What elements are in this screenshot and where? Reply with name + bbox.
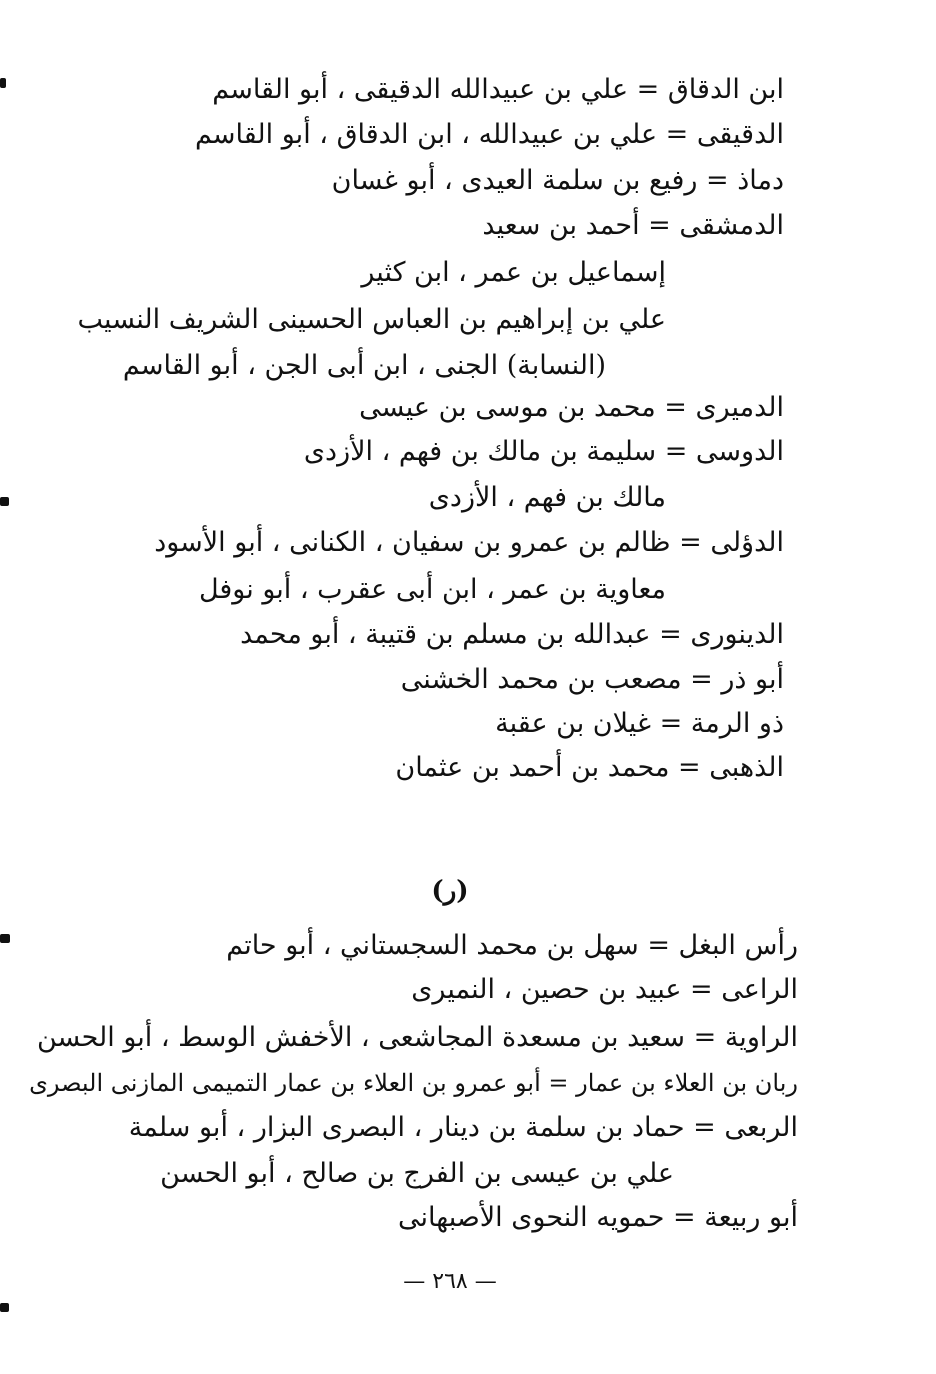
scan-mark [0,497,9,506]
entry-line: الذهبى = محمد بن أحمد بن عثمان [395,752,784,783]
scan-mark [0,934,10,943]
entry-line: دماذ = رفيع بن سلمة العيدى ، أبو غسان [331,165,784,196]
entry-line: (النسابة) الجنى ، ابن أبى الجن ، أبو القاسم [122,350,606,381]
scan-mark [0,78,6,88]
entry-line: الدوسى = سليمة بن مالك بن فهم ، الأزدى [303,436,784,467]
entry-line: رأس البغل = سهل بن محمد السجستاني ، أبو حاتم [226,930,798,961]
section-heading: (ر) [431,876,469,906]
entry-line: الدمشقى = أحمد بن سعيد [482,210,784,241]
entry-line: إسماعيل بن عمر ، ابن كثير [361,257,666,288]
page-number: — ٢٦٨ — [403,1269,497,1294]
entry-line: الدينورى = عبدالله بن مسلم بن قتيبة ، أبو محمد [240,619,784,650]
entry-line: ربان بن العلاء بن عمار = أبو عمرو بن العلاء بن عمار التميمى المازنى البصرى [29,1069,798,1097]
entry-line: الدقيقى = علي بن عبيدالله ، ابن الدقاق ، أبو القاسم [194,119,784,150]
entry-line: الربعى = حماد بن سلمة بن دينار ، البصرى البزار ، أبو سلمة [128,1112,798,1143]
entry-line: معاوية بن عمر ، ابن أبى عقرب ، أبو نوفل [198,574,666,605]
entry-line: علي بن إبراهيم بن العباس الحسينى الشريف النسيب [77,304,666,335]
entry-line: مالك بن فهم ، الأزدى [428,482,666,513]
entry-line: أبو ذر = مصعب بن محمد الخشنى [400,664,784,695]
entry-line: أبو ربيعة = حمويه النحوى الأصبهانى [398,1202,798,1233]
scan-mark [0,1303,9,1312]
entry-line: الراعى = عبيد بن حصين ، النميرى [411,974,798,1005]
entry-line: الدؤلى = ظالم بن عمرو بن سفيان ، الكنانى ، أبو الأسود [154,527,784,558]
entry-line: علي بن عيسى بن الفرج بن صالح ، أبو الحسن [160,1158,674,1189]
entry-line: ابن الدقاق = علي بن عبيدالله الدقيقى ، أبو القاسم [212,74,784,105]
entry-line: ذو الرمة = غيلان بن عقبة [495,708,784,739]
entry-line: الراوية = سعيد بن مسعدة المجاشعى ، الأخفش الوسط ، أبو الحسن [36,1022,798,1053]
entry-line: الدميرى = محمد بن موسى بن عيسى [359,392,784,423]
